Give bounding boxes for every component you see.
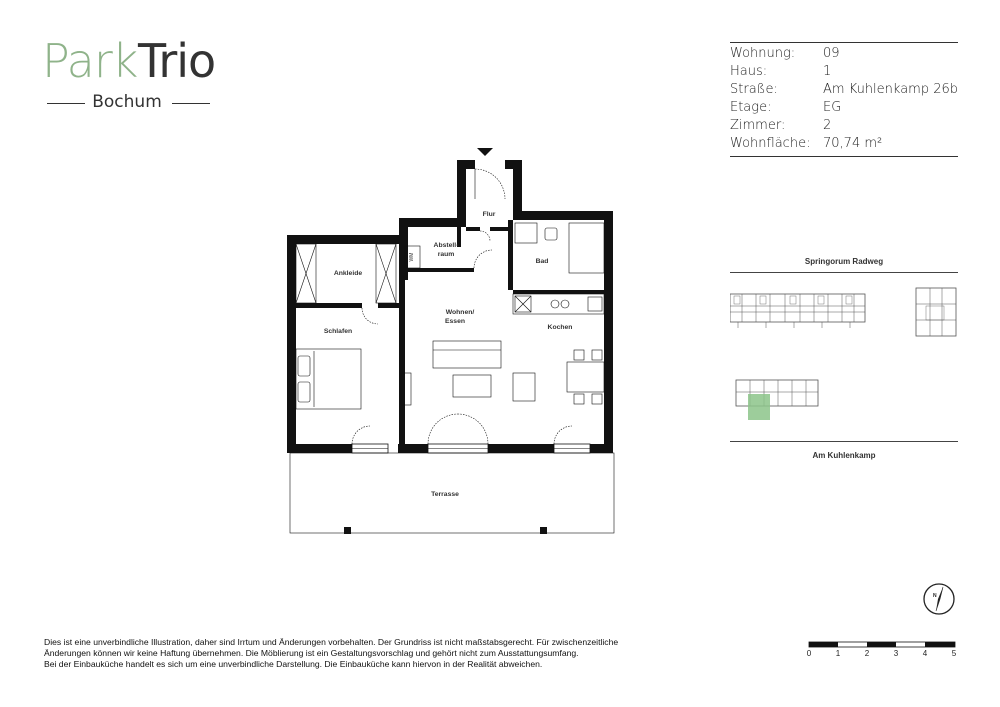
room-label-flur: Flur [482, 211, 496, 218]
logo-trio-text: Trio [138, 34, 216, 88]
room-label-abstellraum-line1: Abstell- [433, 242, 459, 249]
unit-info-key: Straße: [730, 82, 778, 97]
unit-info-row [730, 81, 958, 99]
unit-info-value: 70,74 m² [823, 136, 883, 151]
scale-tick-label: 0 [806, 649, 812, 658]
north-arrow-icon [923, 583, 955, 615]
unit-info-row [730, 45, 958, 63]
site-plan-highlight-unit [748, 394, 770, 420]
unit-info-value: 2 [823, 118, 832, 133]
unit-info-row [730, 99, 958, 117]
site-plan-map [730, 282, 958, 432]
logo [42, 34, 217, 112]
room-label-wohnen-line1: Wohnen/ [445, 309, 475, 316]
unit-info-key: Haus: [730, 64, 768, 79]
scale-tick-label: 1 [835, 649, 841, 658]
unit-info-key: Zimmer: [730, 118, 786, 133]
unit-info-row [730, 63, 958, 81]
room-label-wohnen-line2: Essen [444, 318, 466, 325]
unit-info-value: 1 [823, 64, 832, 79]
room-label-schlafen: Schlafen [323, 328, 353, 335]
scale-tick-label: 3 [893, 649, 899, 658]
north-arrow-letter: N [933, 593, 937, 599]
site-plan-bottom-rule [730, 441, 958, 442]
unit-info-key: Wohnung: [730, 46, 796, 61]
scale-tick-label: 5 [951, 649, 957, 658]
unit-info-value: Am Kuhlenkamp 26b [823, 82, 959, 97]
unit-info-row [730, 117, 958, 135]
scale-bar-graphic [807, 640, 957, 650]
scale-bar [807, 637, 957, 667]
site-plan-top-label: Springorum Radweg [804, 257, 884, 266]
logo-city-text: Bochum [92, 92, 162, 112]
unit-info-key: Etage: [730, 100, 772, 115]
disclaimer-line: Änderungen können wir keine Haftung übernehmen. Die Möblierung ist ein Gestaltungsvorschlag und gehört nicht zum Ausstattungsumfang. [44, 648, 579, 658]
disclaimer-line: Bei der Einbauküche handelt es sich um eine unverbindliche Darstellung. Die Einbauküche kann hiervon in der Realität abweichen. [44, 659, 543, 669]
room-label-terrasse: Terrasse [431, 491, 459, 498]
unit-info-value: 09 [823, 46, 840, 61]
logo-divider-right [172, 103, 210, 104]
site-plan-top-rule [730, 272, 958, 273]
room-label-abstellraum-line2: raum [437, 251, 455, 258]
logo-park-text: Park [42, 34, 138, 88]
scale-tick-label: 4 [922, 649, 928, 658]
disclaimer [44, 637, 734, 670]
scale-tick-label: 2 [864, 649, 870, 658]
unit-info-value: EG [823, 100, 842, 115]
unit-info-row [730, 135, 958, 153]
site-plan-bottom-label: Am Kuhlenkamp [812, 451, 876, 460]
room-label-bad: Bad [535, 258, 549, 265]
room-label-kochen: Kochen [547, 324, 573, 331]
unit-info-key: Wohnfläche: [730, 136, 811, 151]
unit-info-table [730, 42, 958, 157]
floor-plan-drawing [280, 140, 620, 540]
room-label-wm: WM [409, 252, 415, 262]
disclaimer-line: Dies ist eine unverbindliche Illustration, daher sind Irrtum und Änderungen vorbehalten. Der Grundriss ist nicht maßstabsgerecht. Für zwischenzeitliche [44, 637, 619, 647]
room-label-ankleide: Ankleide [333, 270, 363, 277]
